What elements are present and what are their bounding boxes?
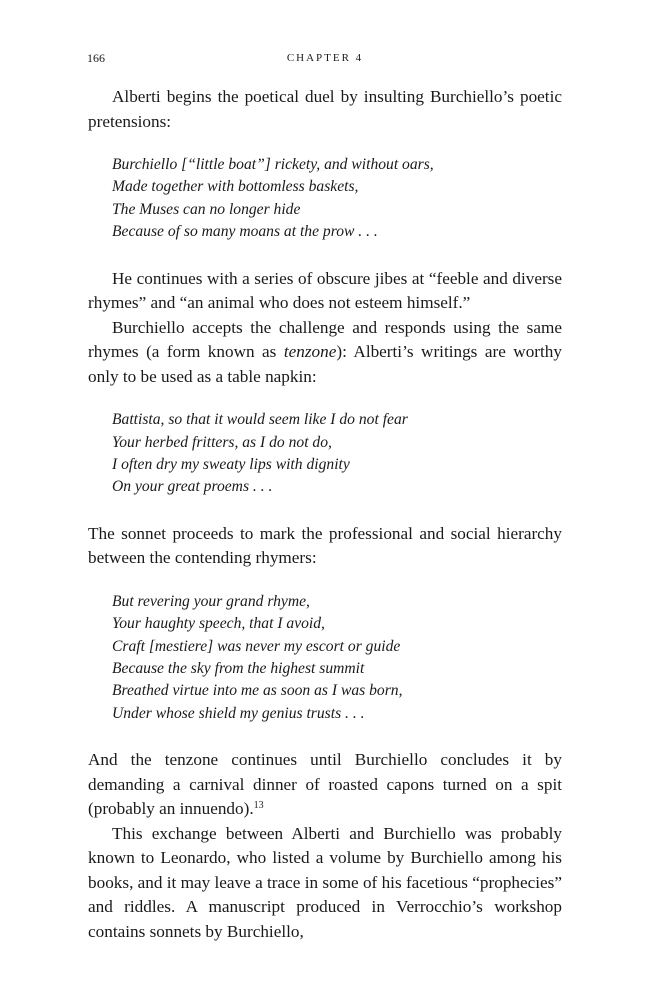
paragraph-3 <box>88 316 562 390</box>
verse-line: On your great proems . . . <box>112 478 273 496</box>
verse-block-1 <box>112 154 562 244</box>
verse-line: Because of so many moans at the prow . . . <box>112 223 378 241</box>
verse-line: But revering your grand rhyme, <box>112 592 310 610</box>
paragraph-4: The sonnet proceeds to mark the professional and social hierarchy between the contending rhymers: <box>88 523 562 568</box>
verse-line: Battista, so that it would seem like I do not fear <box>112 411 408 429</box>
paragraph-6: This exchange between Alberti and Burchiello was probably known to Leonardo, who listed a volume by Burchiello among his books, and it may leave a trace in some of his facetious “prophecies” and riddles. A manuscript produced in Verrocchio’s workshop contains sonnets by Burchiello, <box>88 823 562 941</box>
paragraph-5 <box>88 748 562 822</box>
footnote-ref-13[interactable]: 13 <box>253 800 264 812</box>
verse-line: Your haughty speech, that I avoid, <box>112 615 325 633</box>
page-number: 166 <box>87 51 105 65</box>
term-tenzone: tenzone <box>283 342 337 362</box>
verse-block-2 <box>112 409 562 499</box>
running-head: CHAPTER 4 <box>286 52 364 64</box>
paragraph-3-text-a: Burchiello accepts the challenge and responds using the same rhymes (a form known as <box>88 317 562 362</box>
verse-line: Your herbed fritters, as I do not do, <box>112 433 332 451</box>
verse-block-3 <box>112 591 562 725</box>
verse-line: Burchiello [“little boat”] rickety, and without oars, <box>112 156 434 173</box>
verse-line: Breathed virtue into me as soon as I was born, <box>112 682 403 700</box>
verse-line: I often dry my sweaty lips with dignity <box>112 455 350 473</box>
paragraph-1: Alberti begins the poetical duel by insulting Burchiello’s poetic pretensions: <box>88 87 562 131</box>
verse-line: The Muses can no longer hide <box>112 200 301 218</box>
verse-line: Under whose shield my genius trusts . . . <box>112 704 365 722</box>
verse-line: Craft [mestiere] was never my escort or guide <box>112 637 401 655</box>
verse-line: Made together with bottomless baskets, <box>112 178 359 196</box>
verse-line: Because the sky from the highest summit <box>112 659 365 677</box>
paragraph-3-text-b: ): Alberti’s writings are worthy only to be used as a table napkin: <box>88 342 562 386</box>
paragraph-2: He continues with a series of obscure jibes at “feeble and diverse rhymes” and “an animal who does not esteem himself.” <box>88 268 562 313</box>
paragraph-5-text: And the tenzone continues until Burchiello concludes it by demanding a carnival dinner of roasted capons turned on a spit (probably an innuendo). <box>88 750 562 819</box>
main-text <box>88 85 562 944</box>
